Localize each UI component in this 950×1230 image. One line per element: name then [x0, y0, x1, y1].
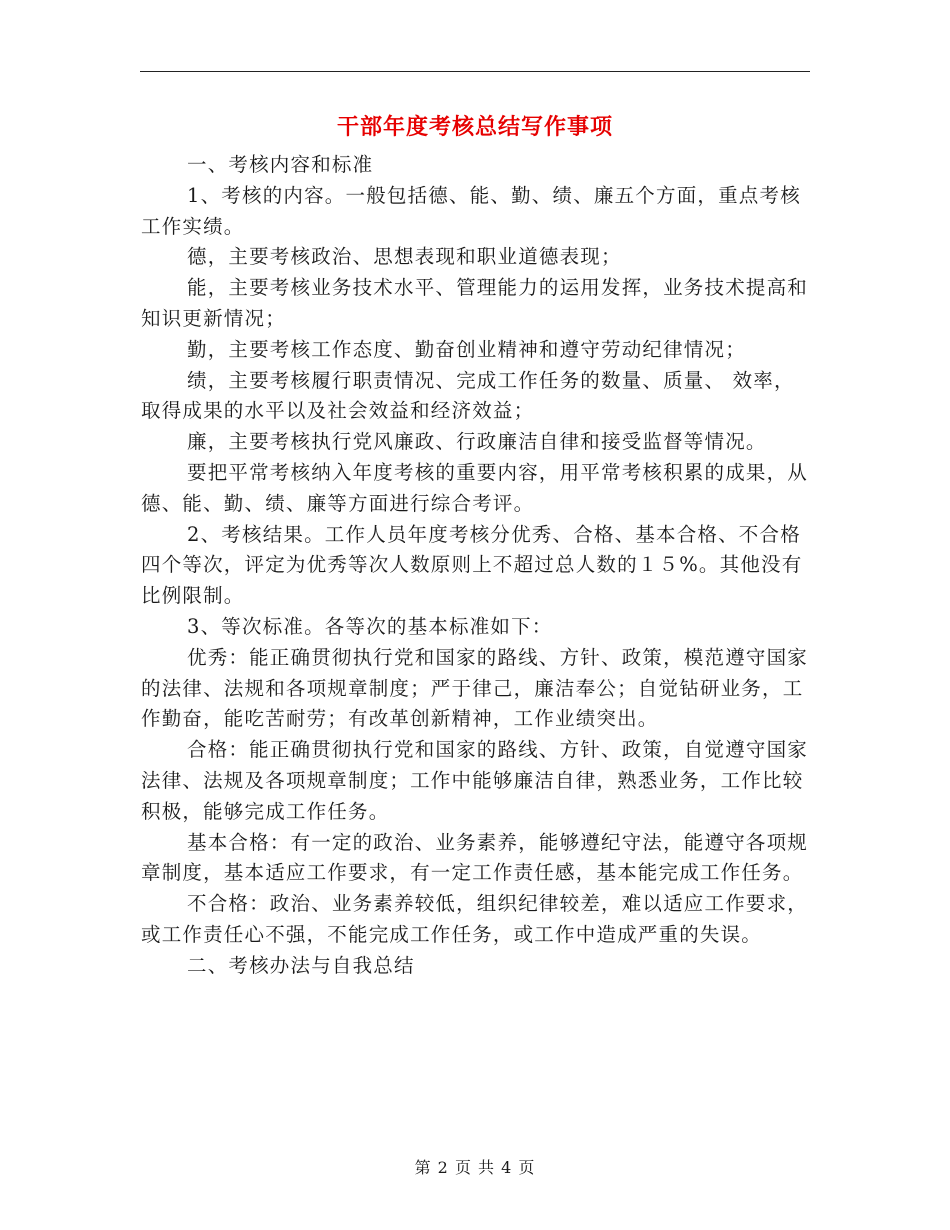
paragraph-neng: 能，主要考核业务技术水平、管理能力的运用发挥，业务技术提高和知识更新情况； — [141, 276, 809, 330]
paragraph-grade-standards: 3、等次标准。各等次的基本标准如下： — [187, 614, 553, 638]
document-body — [141, 150, 813, 982]
paragraph-results: 2、考核结果。工作人员年度考核分优秀、合格、基本合格、不合格四个等次，评定为优秀等次人数原则上不超过总人数的１５%。其他没有比例限制。 — [141, 522, 803, 608]
paragraph-qualified: 合格：能正确贯彻执行党和国家的路线、方针、政策，自觉遵守国家法律、法规及各项规章制度；工作中能够廉洁自律，熟悉业务，工作比较积极，能够完成工作任务。 — [141, 738, 809, 823]
header-rule — [140, 71, 810, 72]
page-footer: 第 2 页 共 4 页 — [414, 1158, 536, 1177]
paragraph-content: 1、考核的内容。一般包括德、能、勤、绩、廉五个方面，重点考核工作实绩。 — [141, 183, 801, 238]
document-title: 干部年度考核总结写作事项 — [336, 115, 613, 140]
paragraph-lian: 廉，主要考核执行党风廉政、行政廉洁自律和接受监督等情况。 — [187, 430, 767, 454]
heading-section-2: 二、考核办法与自我总结 — [187, 953, 415, 977]
heading-section-1: 一、考核内容和标准 — [187, 153, 374, 176]
paragraph-basic-qualified: 基本合格：有一定的政治、业务素养，能够遵纪守法，能遵守各项规章制度，基本适应工作要求，有一定工作责任感，基本能完成工作任务。 — [141, 830, 809, 885]
paragraph-excellent: 优秀：能正确贯彻执行党和国家的路线、方针、政策，模范遵守国家的法律、法规和各项规章制度；严于律己，廉洁奉公；自觉钻研业务，工作勤奋，能吃苦耐劳；有改革创新精神，工作业绩突出。 — [141, 645, 809, 731]
paragraph-ji: 绩，主要考核履行职责情况、完成工作任务的数量、质量、 效率，取得成果的水平以及社会效益和经济效益； — [141, 368, 795, 423]
paragraph-regular-assessment: 要把平常考核纳入年度考核的重要内容，用平常考核积累的成果，从德、能、勤、绩、廉等方面进行综合考评。 — [141, 460, 809, 515]
paragraph-unqualified: 不合格：政治、业务素养较低，组织纪律较差，难以适应工作要求，或工作责任心不强，不能完成工作任务，或工作中造成严重的失误。 — [141, 892, 809, 946]
paragraph-de: 德，主要考核政治、思想表现和职业道德表现； — [187, 245, 622, 269]
paragraph-qin: 勤，主要考核工作态度、勤奋创业精神和遵守劳动纪律情况； — [187, 337, 746, 361]
